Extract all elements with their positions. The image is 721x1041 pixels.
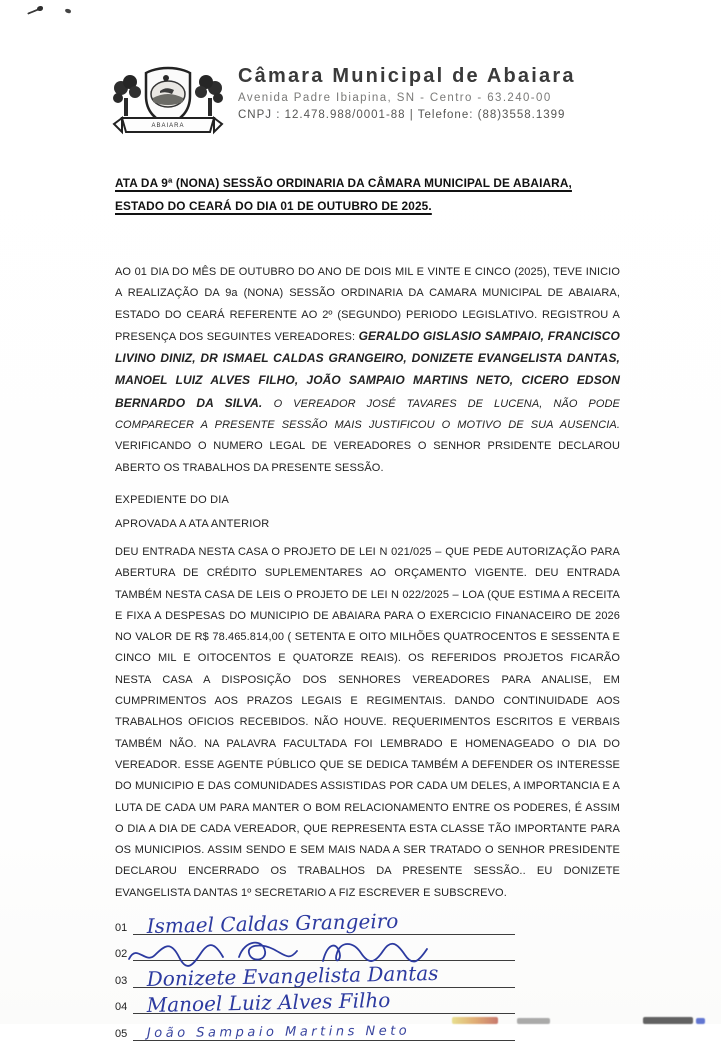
footer-artifact-blue	[696, 1018, 705, 1024]
signature-line	[133, 934, 515, 962]
footer-artifact-dark	[643, 1017, 693, 1024]
signature-handwriting: Manoel Luiz Alves Filho	[146, 988, 391, 1018]
signature-number: 05	[115, 1027, 128, 1040]
signature-line	[133, 907, 515, 938]
signature-handwriting: Ismael Caldas Grangeiro	[146, 908, 399, 938]
signature-handwriting: João Sampaio Martins Neto	[146, 1023, 411, 1041]
coat-of-arms-icon	[108, 60, 228, 142]
paragraph-session-opening	[115, 262, 620, 479]
signature-handwriting: Donizete Evangelista Dantas	[146, 960, 439, 991]
paragraph-expediente: DEU ENTRADA NESTA CASA O PROJETO DE LEI N 021/025 – QUE PEDE AUTORIZAÇÃO PARA ABERTURA DE CRÉDITO SUPLEMENTARES AO ORÇAMENTO VIGENTE. DEU ENTRADA TAMBÉM NESTA CASA DE LEIS O PROJETO DE LEI N 022/2025 – LOA (QUE ESTIMA A RECEITA E FIXA A DESPESAS DO MUNICIPIO DE ABAIARA PARA O EXERCICIO FINANACEIRO DE 2026 NO VALOR DE R$ 78.465.814,00 ( SETENTA E OITO MILHÕES QUATROCENTOS E SESSENTA E CINCO MIL E OITOCENTOS E QUATORZE REAIS). OS REFERIDOS PROJETOS FICARÃO NESTA CASA A DISPOSIÇÃO DOS SENHORES VEREADORES PARA ANALISE, EM CUMPRIMENTOS AOS PRAZOS LEGAIS E REGIMENTAIS. DANDO CONTINUIDADE AOS TRABALHOS OFICIOS RECEBIDOS. NÃO HOUVE. REQUERIMENTOS ESCRITOS E VERBAIS TAMBÉM NÃO. NA PALAVRA FACULTADA FOI LEMBRADO E HOMENAGEADO O DIA DO VEREADOR. ESSE AGENTE PÚBLICO QUE SE DEDICA TAMBÉM A DEFENDER OS INTERESSE DO MUNICIPIO E DAS COMUNIDADES ASSISTIDAS POR CADA UM DELES, A IMPORTANCIA E A LUTA DE CADA UM PARA MANTER O BOM RELACIONAMENTO ENTRE OS PODERES, É ASSIM O DIA A DIA DE CADA VEREADOR, QUE REPRESENTA ESTA CLASSE TÃO IMPORTANTE PARA OS MUNICIPIOS. ASSIM SENDO E SEM MAIS NADA A SER TRATADO O SENHOR PRESIDENTE DECLAROU ENCERRADO OS TRABALHOS DA PRESENTE SESSÃO.. EU DONIZETE EVANGELISTA DANTAS 1º SECRETARIO A FIZ ESCREVER E SUBSCREVO.	[115, 545, 620, 899]
footer-artifact-warm	[452, 1017, 498, 1024]
pen-blob	[37, 6, 43, 11]
letterhead-text	[238, 60, 576, 123]
org-address: Avenida Padre Ibiapina, SN - Centro - 63.240-00	[238, 92, 552, 104]
vereadores-presentes: GERALDO GISLASIO SAMPAIO, FRANCISCO LIVINO DINIZ, DR ISMAEL CALDAS GRANGEIRO, DONIZETE EVANGELISTA DANTAS, MANOEL LUIZ ALVES FILHO, JOÃO SAMPAIO MARTINS NETO, CICERO EDSON BERNARDO DA SILVA.	[115, 328, 620, 410]
letterhead	[108, 60, 576, 142]
signature-number: 04	[115, 1001, 128, 1014]
signature-number: 01	[115, 921, 128, 934]
org-name: Câmara Municipal de Abaiara	[238, 65, 576, 87]
svg-text:ABAIARA: ABAIARA	[151, 123, 185, 129]
org-cnpj-phone: CNPJ : 12.478.988/0001-88 | Telefone: (88)3558.1399	[238, 109, 566, 121]
pen-mark	[65, 8, 72, 13]
expediente-heading: EXPEDIENTE DO DIA	[115, 493, 230, 506]
signature-line	[133, 960, 515, 991]
signature-row	[115, 960, 620, 991]
ausencia-note: O VEREADOR JOSÉ TAVARES DE LUCENA, NÃO PODE COMPARECER A PRESENTE SESSÃO MAIS JUSTIFICOU O MOTIVO DE SUA AUSENCIA.	[115, 397, 620, 432]
document-body	[115, 172, 620, 1041]
signature-row	[115, 988, 620, 1018]
aprovada-heading: APROVADA A ATA ANTERIOR	[115, 517, 270, 530]
abertura-note: VERIFICANDO O NUMERO LEGAL DE VEREADORES O SENHOR PRSIDENTE DECLAROU ABERTO OS TRABALHOS DA PRESENTE SESSÃO.	[115, 440, 620, 474]
signature-row	[115, 908, 620, 938]
signature-number: 02	[115, 948, 128, 961]
signature-line	[133, 987, 515, 1018]
signature-number: 03	[115, 974, 128, 987]
signature-row	[115, 935, 620, 962]
document-title: ATA DA 9ª (NONA) SESSÃO ORDINARIA DA CÂMARA MUNICIPAL DE ABAIARA, ESTADO DO CEARÁ DO DIA 01 DE OUTUBRO DE 2025.	[115, 176, 572, 213]
footer-artifact-gray	[517, 1018, 550, 1024]
pen-mark	[27, 6, 44, 15]
session-opening-text: AO 01 DIA DO MÊS DE OUTUBRO DO ANO DE DOIS MIL E VINTE E CINCO (2025), TEVE INICIO A REALIZAÇÃO DA 9a (NONA) SESSÃO ORDINARIA DA CAMARA MUNICIPAL DE ABAIARA, ESTADO DO CEARÁ REFERENTE AO 2º (SEGUNDO) PERIODO LEGISLATIVO. REGISTROU A PRESENÇA DOS SEGUINTES VEREADORES:	[115, 266, 620, 343]
